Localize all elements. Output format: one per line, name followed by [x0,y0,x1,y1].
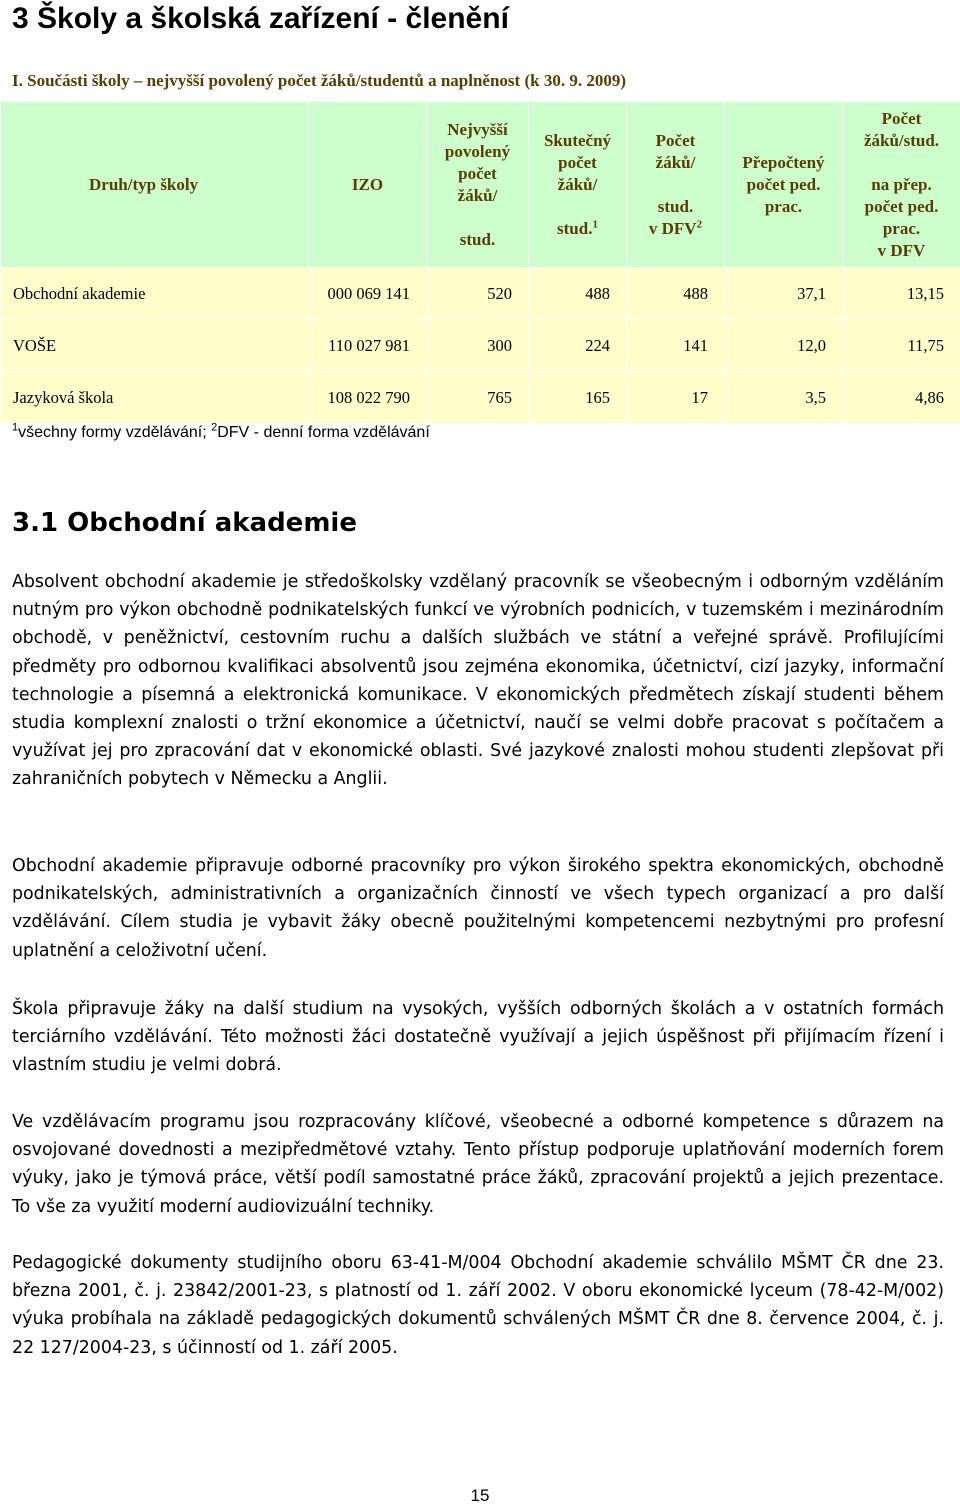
table-cell: 11,75 [843,320,960,372]
chapter-title: 3 Školy a školská zařízení - členění [12,2,509,35]
table-cell: 488 [627,268,725,320]
table-cell: 765 [427,372,529,424]
header-sup: 1 [592,217,598,230]
table-header-row [1,102,960,268]
header-sup: 2 [696,217,703,230]
table-cell: 4,86 [843,372,960,424]
table-cell: 224 [529,320,627,372]
table-cell: 3,5 [725,372,843,424]
table-row [1,268,960,320]
table-cell: 108 022 790 [309,372,427,424]
table-footnote [12,421,430,442]
table-cell: 520 [427,268,529,320]
paragraph: Obchodní akademie připravuje odborné pracovníky pro výkon širokého spektra ekonomických, obchodně podnikatelských, administrativních a organizačních činností ve všech typech organizací a pro další vzdělávání. Cílem studia je vybavit žáky obecně použitelnými kompetencemi nezbytnými pro profesní uplatnění a celoživotní učení. [12,856,944,961]
table-cell: 300 [427,320,529,372]
table-cell: 12,0 [725,320,843,372]
header-cell-actual-count: Skutečný počet žáků/ stud.$^1$ [529,102,627,268]
table-cell: 13,15 [843,268,960,320]
table-cell: 165 [529,372,627,424]
section-title: 3.1 Obchodní akademie [12,508,357,538]
table-cell: 17 [627,372,725,424]
table-cell: 110 027 981 [309,320,427,372]
header-cell-izo: IZO [309,102,427,268]
header-cell-ratio: Počet žáků/stud. na přep. počet ped. prac. v DFV [843,102,960,268]
header-cell-max-capacity: Nejvyšší povolený počet žáků/ stud. [427,102,529,268]
header-cell-dfv-count: Počet žáků/ stud. v DFV$^2$ [627,102,725,268]
paragraph: Ve vzdělávacím programu jsou rozpracovány klíčové, všeobecné a odborné kompetence s důrazem na osvojované dovednosti a mezipředmětové vztahy. Tento přístup podporuje uplatňování moderních forem výuky, jako je týmová práce, větší podíl samostatné práce žáků, zpracování projektů a jejich prezentace. To vše za využití moderní audiovizuální techniky. [12,1112,944,1217]
table-cell: Jazyková škola [1,372,309,424]
table-cell: 488 [529,268,627,320]
table-row [1,372,960,424]
table-cell: 141 [627,320,725,372]
table-row [1,320,960,372]
table-cell: 000 069 141 [309,268,427,320]
table-cell: VOŠE [1,320,309,372]
footnote-text: všechny formy vzdělávání; [18,424,212,441]
header-cell-type: Druh/typ školy [1,102,309,268]
footnote-sup: 1 [12,421,19,434]
paragraph: Škola připravuje žáky na další studium na vysokých, vyšších odborných školách a v ostatních formách terciárního vzdělávání. Této možnosti žáci dostatečně využívají a jejich úspěšnost při přijímacím řízení i vlastním studiu je velmi dobrá. [12,999,944,1076]
footnote-sup: 2 [211,421,218,434]
page-number: 15 [470,1486,490,1505]
paragraph: Pedagogické dokumenty studijního oboru 63-41-M/004 Obchodní akademie schválilo MŠMT ČR dne 23. března 2001, č. j. 23842/2001-23, s platností od 1. září 2002. V oboru ekonomické lyceum (78-42-M/002) výuka probíhala na základě pedagogických dokumentů schválených MŠMT ČR dne 8. července 2004, č. j. 22 127/2004-23, s účinností od 1. září 2005. [12,1253,944,1358]
footnote-text: DFV - denní forma vzdělávání [217,424,430,441]
header-cell-staff-count: Přepočtený počet ped. prac. [725,102,843,268]
table-title: I. Součásti školy – nejvyšší povolený počet žáků/studentů a naplněnost (k 30. 9. 2009) [12,71,626,90]
school-capacity-table [0,101,960,424]
table-cell: Obchodní akademie [1,268,309,320]
table-cell: 37,1 [725,268,843,320]
paragraph: Absolvent obchodní akademie je středoškolsky vzdělaný pracovník se všeobecným i odborným vzděláním nutným pro výkon obchodně podnikatelských funkcí ve výrobních podnicích, v tuzemském i mezinárodním obchodě, v peněžnictví, cestovním ruchu a dalších službách ve státní a veřejné správě. Profilujícími předměty pro odbornou kvalifikaci absolventů jsou zejména ekonomika, účetnictví, cizí jazyky, informační technologie a písemná a elektronická komunikace. V ekonomických předmětech získají studenti během studia komplexní znalosti o tržní ekonomice a účetnictví, naučí se velmi dobře pracovat s počítačem a využívat jej pro zpracování dat v ekonomické oblasti. Své jazykové znalosti mohou studenti zlepšovat při zahraničních pobytech v Německu a Anglii. [12,572,944,790]
